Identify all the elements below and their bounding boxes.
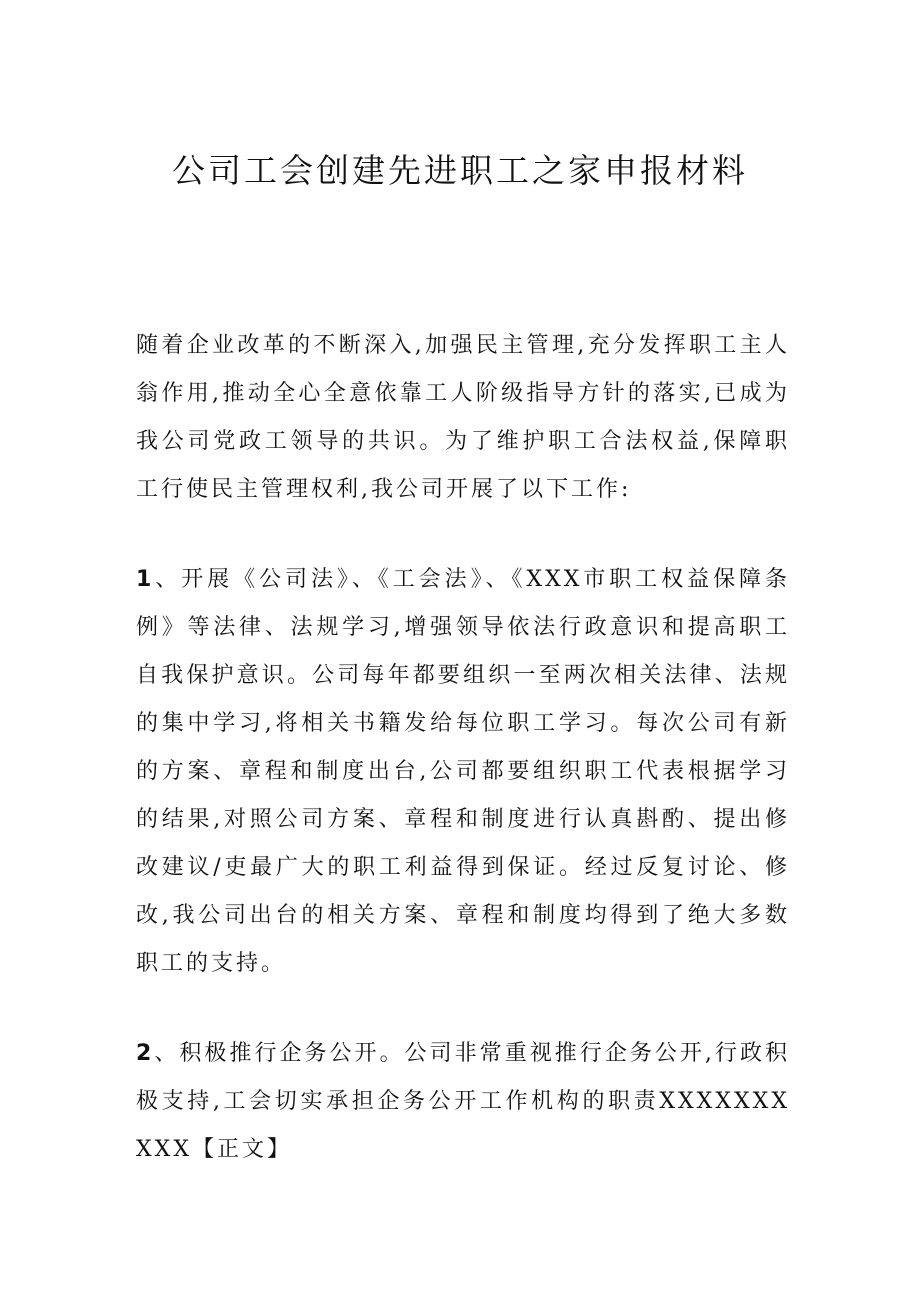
document-title: 公司工会创建先进职工之家申报材料 — [172, 151, 748, 190]
item-number: 2 — [136, 1041, 155, 1066]
document-body — [136, 322, 790, 1216]
item-paragraph-2 — [136, 1030, 790, 1174]
intro-paragraph: 随着企业改革的不断深入,加强民主管理,充分发挥职工主人翁作用,推动全心全意依靠工人阶级指导方针的落实,已成为我公司党政工领导的共识。为了维护职工合法权益,保障职工行使民主管理权利,我公司开展了以下工作: — [136, 333, 790, 502]
item-text: 、开展《公司法》、《工会法》、《XXX市职工权益保障条例》等法律、法规学习,增强领导依法行政意识和提高职工自我保护意识。公司每年都要组织一至两次相关法律、法规的集中学习,将相关书籍发给每位职工学习。每次公司有新的方案、章程和制度出台,公司都要组织职工代表根据学习的结果,对照公司方案、章程和制度进行认真斟酌、提出修改建议/吏最广大的职工利益得到保证。经过反复讨论、修改,我公司出台的相关方案、章程和制度均得到了绝大多数职工的支持。 — [136, 567, 790, 976]
item-text: 、积极推行企务公开。公司非常重视推行企务公开,行政积极支持,工会切实承担企务公开工作机构的职责XXXXXXXXXX【正文】 — [136, 1041, 790, 1162]
item-number: 1 — [136, 567, 155, 592]
item-paragraph-1 — [136, 556, 790, 988]
